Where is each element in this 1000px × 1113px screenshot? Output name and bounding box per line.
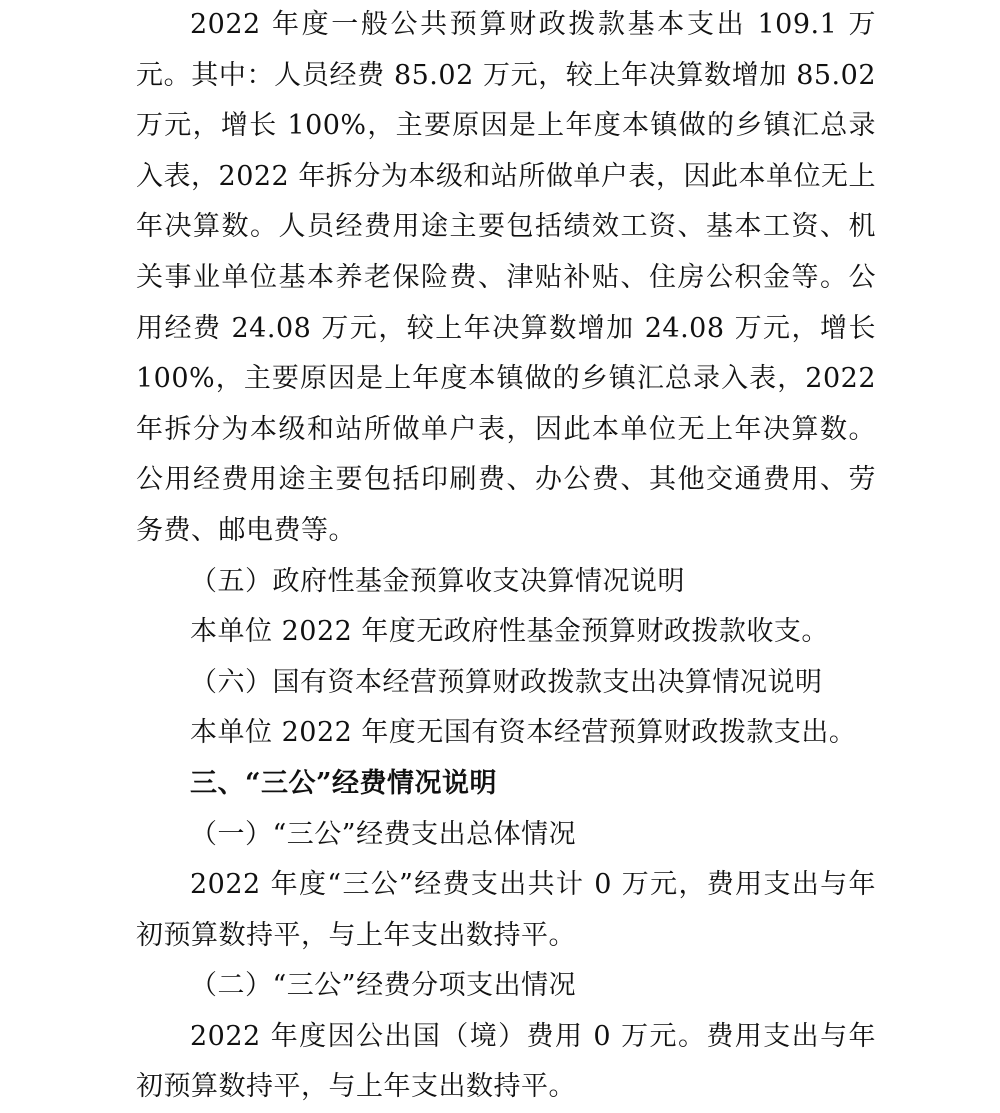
- paragraph-overseas-travel: 2022 年度因公出国（境）费用 0 万元。费用支出与年初预算数持平，与上年支出数持平。: [136, 1020, 876, 1103]
- paragraph-three-public-total: 2022 年度“三公”经费支出共计 0 万元，费用支出与年初预算数持平，与上年支出数持平。: [136, 869, 876, 951]
- heading-state-capital: （六）国有资本经营预算财政拨款支出决算情况说明: [190, 666, 823, 698]
- document-page: [136, 0, 876, 1113]
- heading-three-public-items: （二）“三公”经费分项支出情况: [190, 970, 577, 1002]
- heading-three-public-total: （一）“三公”经费支出总体情况: [190, 818, 577, 850]
- section-title-three-public: 三、“三公”经费情况说明: [190, 767, 498, 799]
- paragraph-basic-expenditure: 2022 年度一般公共预算财政拨款基本支出 109.1 万元。其中：人员经费 85.02 万元，较上年决算数增加 85.02 万元，增长 100%，主要原因是上年度本镇做的乡镇汇总录入表，2022 年拆分为本级和站所做单户表，因此本单位无上年决算数。人员经费用途主要包括绩效工资、基本工资、机关事业单位基本养老保险费、津贴补贴、住房公积金等。公用经费 24.08 万元，较上年决算数增加 24.08 万元，增长 100%，主要原因是上年度本镇做的乡镇汇总录入表，2022 年拆分为本级和站所做单户表，因此本单位无上年决算数。公用经费用途主要包括印刷费、办公费、其他交通费用、劳务费、邮电费等。: [136, 9, 876, 546]
- paragraph-state-capital: 本单位 2022 年度无国有资本经营预算财政拨款支出。: [190, 717, 857, 749]
- heading-government-fund: （五）政府性基金预算收支决算情况说明: [190, 565, 685, 597]
- paragraph-government-fund: 本单位 2022 年度无政府性基金预算财政拨款收支。: [190, 616, 829, 648]
